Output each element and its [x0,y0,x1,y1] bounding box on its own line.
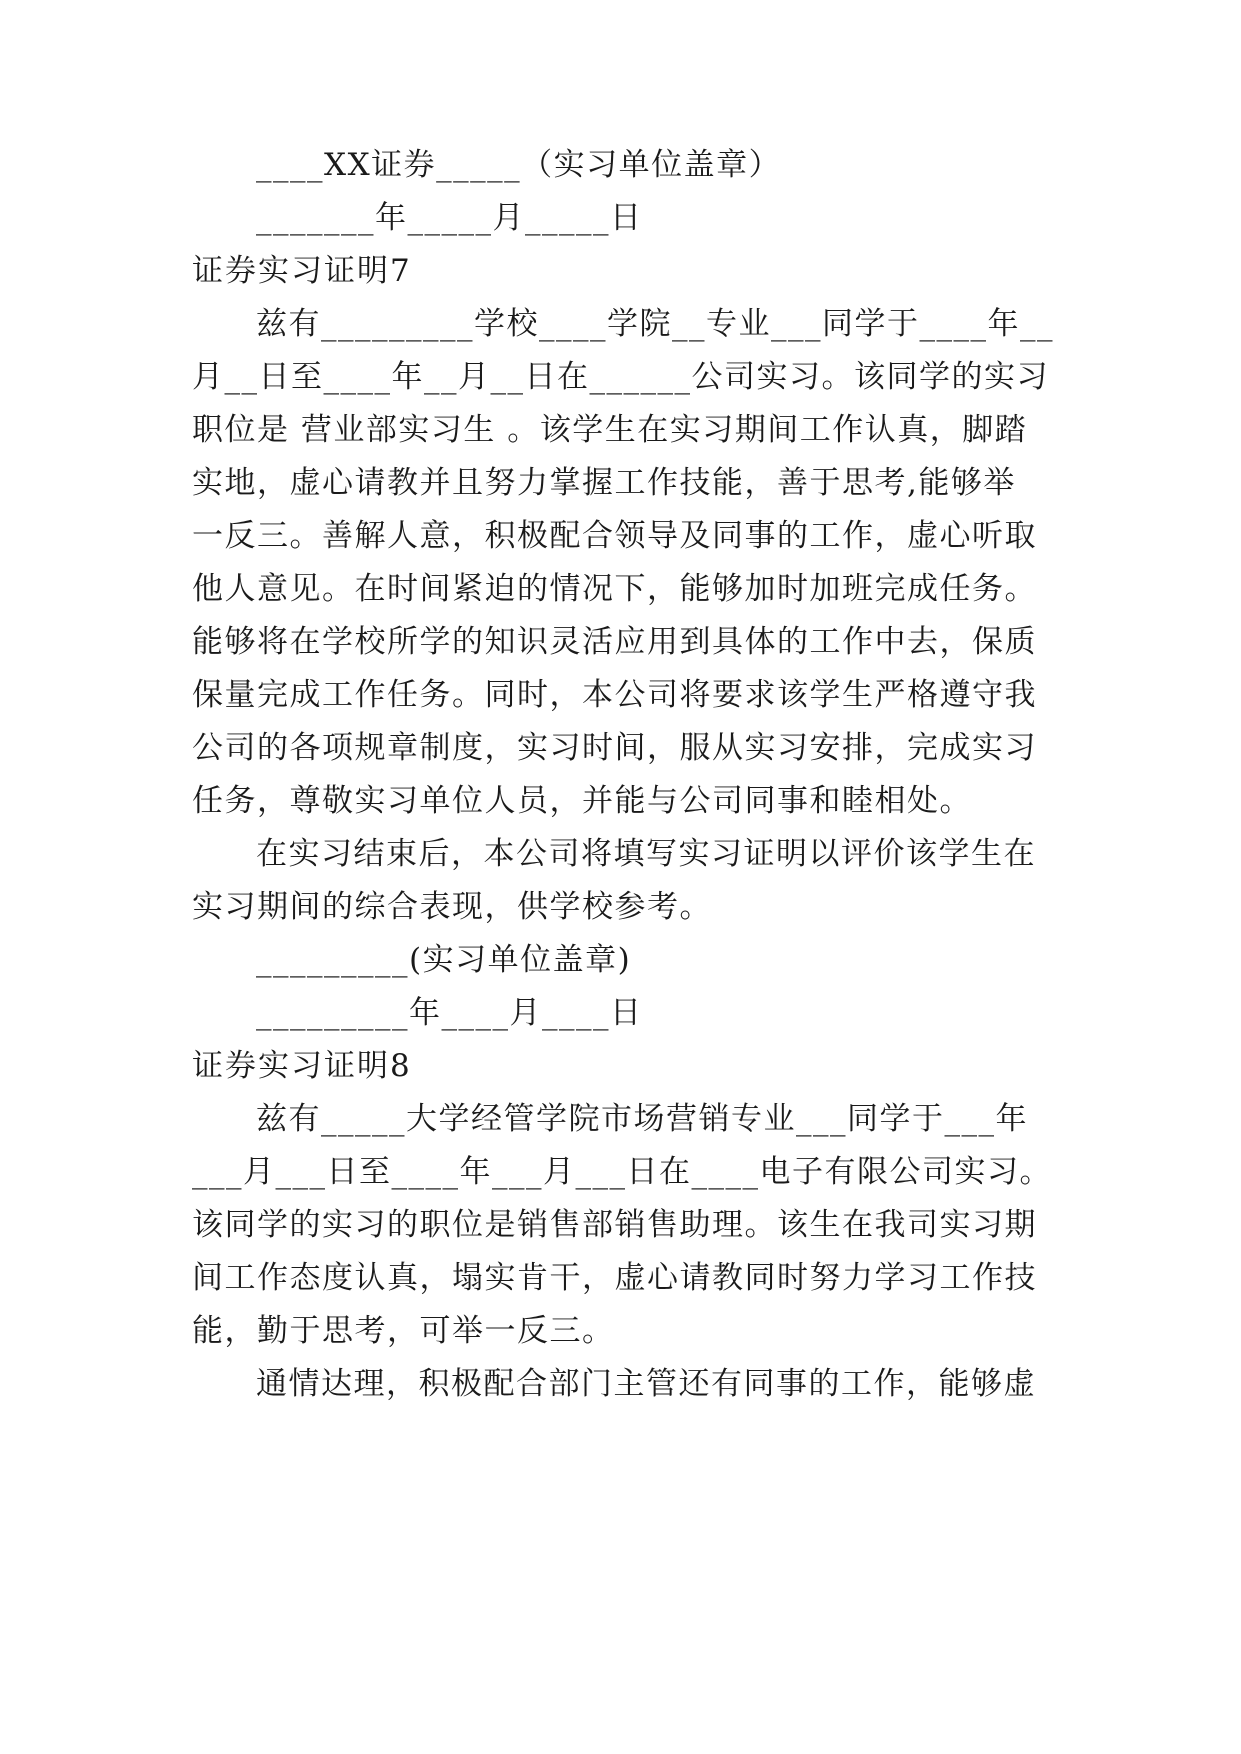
section-7-paragraph-1-line: 能够将在学校所学的知识灵活应用到具体的工作中去，保质 [192,624,1037,660]
section-8-paragraph-1-line: 能，勤于思考，可举一反三。 [192,1313,615,1349]
section-7-heading: 证券实习证明7 [192,253,412,289]
section-7-date-line: _________年____月____日 [256,995,643,1031]
section-7-paragraph-1-line: 公司的各项规章制度，实习时间，服从实习安排，完成实习 [192,730,1037,766]
section-7-paragraph-1-line: 一反三。善解人意，积极配合领导及同事的工作，虚心听取 [192,518,1037,554]
section-7-paragraph-1-line: 实地，虚心请教并且努力掌握工作技能，善于思考,能够举 [192,465,1016,501]
seal-line-top: ____XX证券_____（实习单位盖章） [256,147,782,183]
section-7-paragraph-2-line: 实习期间的综合表现，供学校参考。 [192,889,712,925]
section-8-paragraph-1-line: 兹有_____大学经管学院市场营销专业___同学于___年 [256,1101,1028,1137]
date-line-top: _______年_____月_____日 [256,200,643,236]
section-7-paragraph-1-line: 职位是 营业部实习生 。该学生在实习期间工作认真，脚踏 [192,412,1028,448]
section-7-paragraph-2-line: 在实习结束后，本公司将填写实习证明以评价该学生在 [256,836,1036,872]
section-8-paragraph-1-line: 该同学的实习的职位是销售部销售助理。该生在我司实习期 [192,1207,1037,1243]
section-8-paragraph-1-line: 间工作态度认真，塌实肯干，虚心请教同时努力学习工作技 [192,1260,1037,1296]
section-7-paragraph-1-line: 他人意见。在时间紧迫的情况下，能够加时加班完成任务。 [192,571,1037,607]
section-7-paragraph-1-line: 月__日至____年__月__日在______公司实习。该同学的实习 [192,359,1049,395]
section-7-paragraph-1-line: 兹有_________学校____学院__专业___同学于____年__ [256,306,1054,342]
section-7-seal-line: _________(实习单位盖章) [256,942,632,978]
section-8-heading: 证券实习证明8 [192,1048,412,1084]
section-7-paragraph-1-line: 保量完成工作任务。同时，本公司将要求该学生严格遵守我 [192,677,1037,713]
section-8-paragraph-2-line: 通情达理，积极配合部门主管还有同事的工作，能够虚 [256,1366,1036,1402]
section-7-paragraph-1-line: 任务，尊敬实习单位人员，并能与公司同事和睦相处。 [192,783,972,819]
section-8-paragraph-1-line: ___月___日至____年___月___日在____电子有限公司实习。 [192,1154,1052,1190]
